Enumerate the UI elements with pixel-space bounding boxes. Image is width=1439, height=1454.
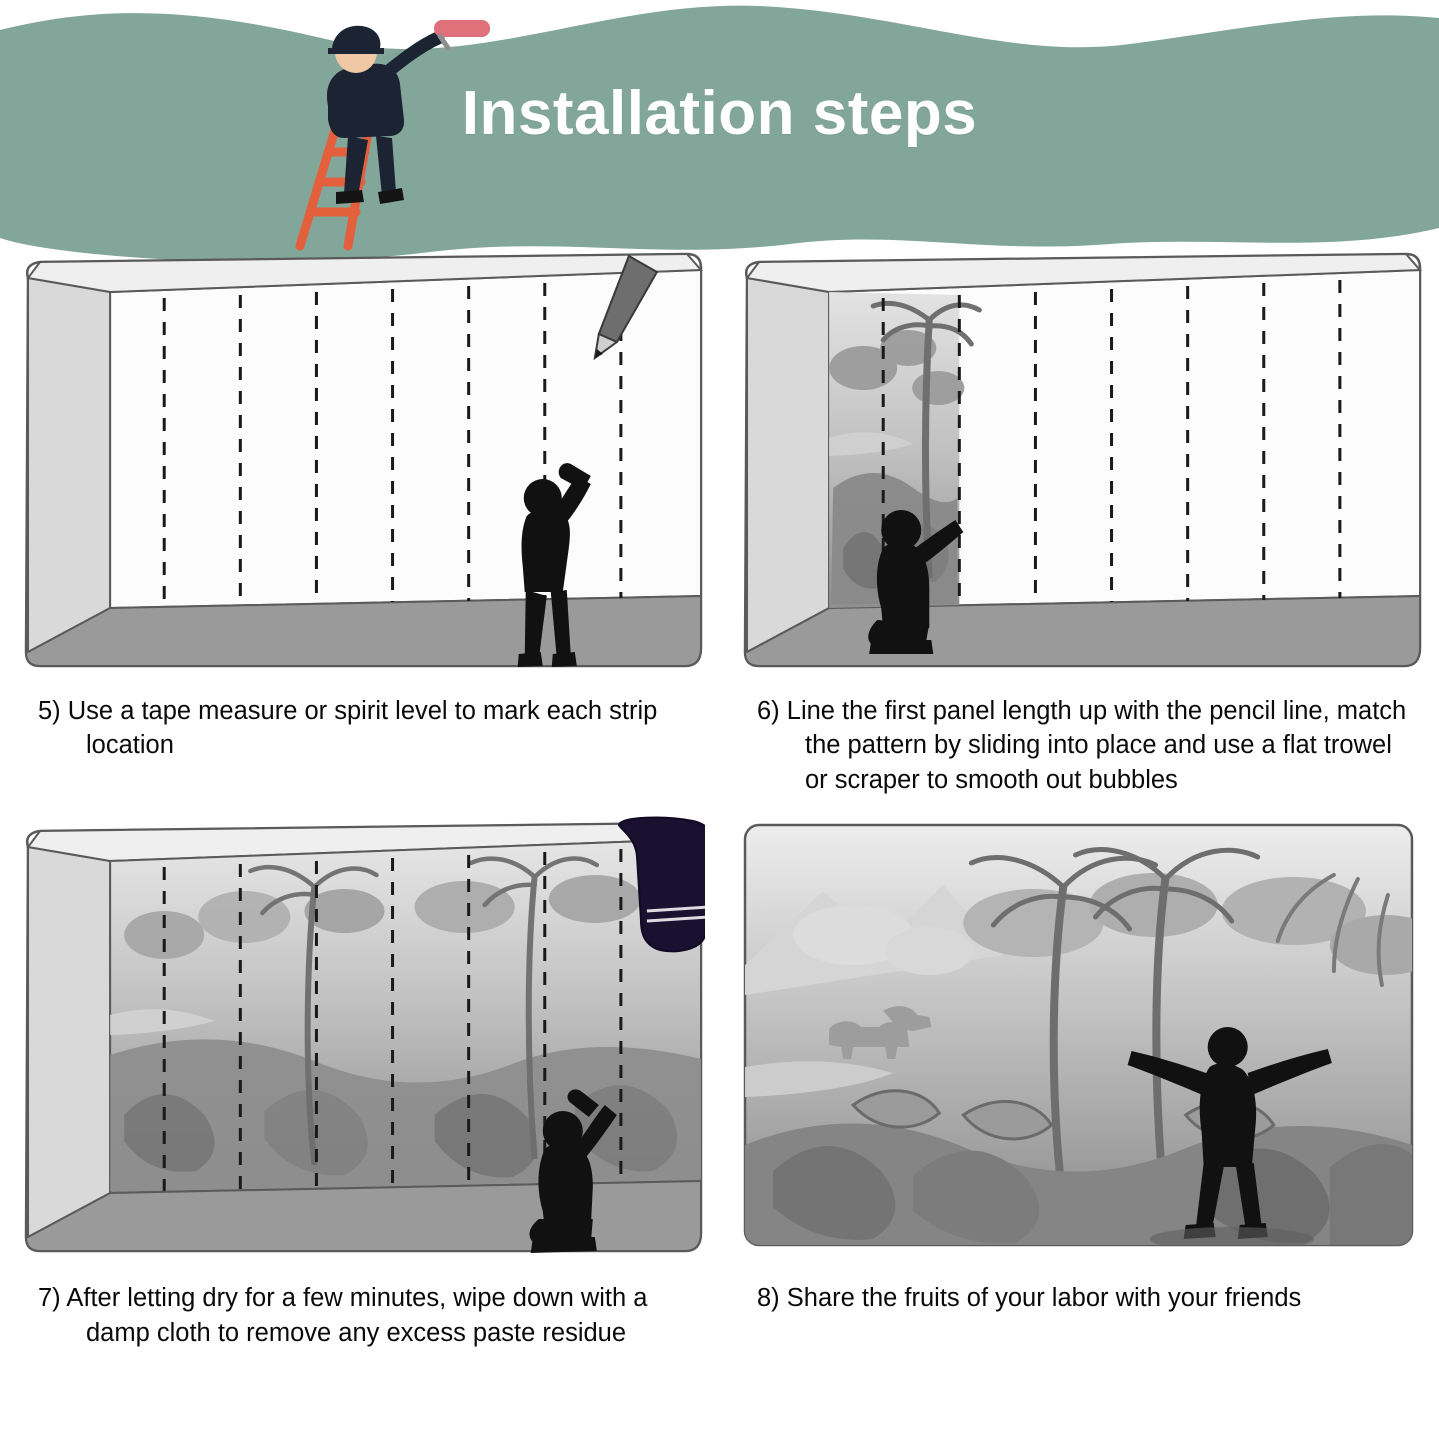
header-banner bbox=[0, 0, 1439, 270]
step-7-illustration bbox=[14, 815, 705, 1265]
step-5-caption: 5) Use a tape measure or spirit level to mark each strip location bbox=[38, 697, 658, 760]
first-panel-diagram bbox=[733, 248, 1424, 678]
finished-mural-diagram bbox=[733, 815, 1424, 1265]
paint-roller-icon bbox=[434, 20, 490, 48]
step-5-illustration bbox=[14, 248, 705, 678]
installation-steps bbox=[0, 248, 1439, 1350]
step-8 bbox=[719, 815, 1438, 1350]
step-6-illustration bbox=[733, 248, 1424, 678]
step-8-caption: 8) Share the fruits of your labor with your friends bbox=[757, 1284, 1302, 1313]
step-7 bbox=[0, 815, 719, 1350]
page-title: Installation steps bbox=[461, 79, 978, 148]
steps-row-2 bbox=[0, 815, 1439, 1350]
empty-wall-diagram bbox=[14, 248, 705, 678]
step-5 bbox=[0, 248, 719, 797]
step-6 bbox=[719, 248, 1438, 797]
steps-row-1 bbox=[0, 248, 1439, 797]
step-7-caption: 7) After letting dry for a few minutes, wipe down with a damp cloth to remove any excess paste residue bbox=[38, 1284, 648, 1347]
full-mural-wipe-diagram bbox=[14, 815, 705, 1265]
step-6-caption: 6) Line the first panel length up with the pencil line, match the pattern by sliding into place and use a flat trowel or scraper to smooth out bubbles bbox=[757, 697, 1407, 794]
step-8-illustration bbox=[733, 815, 1424, 1265]
